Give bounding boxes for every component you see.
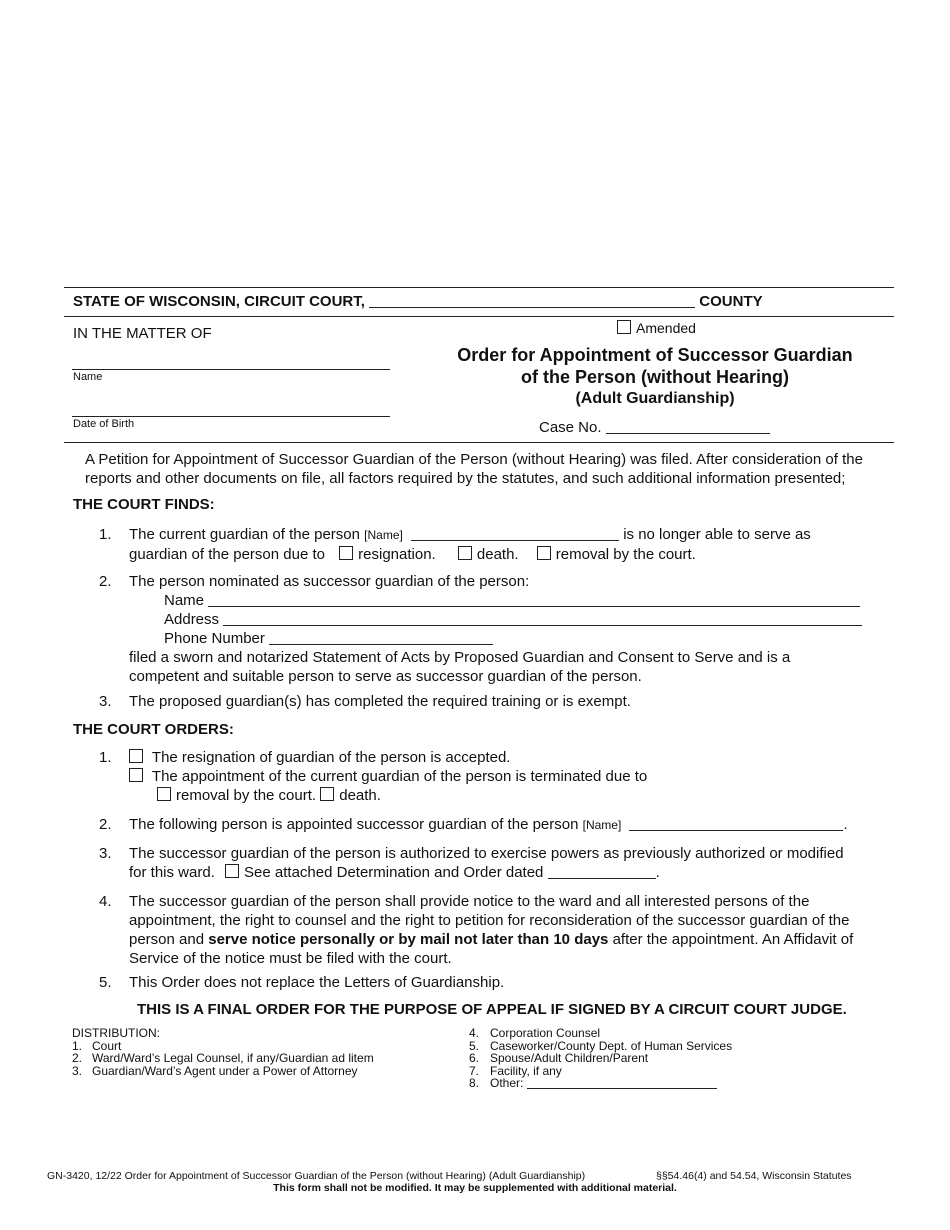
- dob-field[interactable]: [72, 416, 390, 417]
- finds-2-text-b: filed a sworn and notarized Statement of Acts by Proposed Guardian and Consent to Serve and is a: [129, 649, 791, 666]
- orders-2-period: .: [843, 816, 848, 833]
- orders-item-1-number: 1.: [99, 749, 112, 766]
- removal-option[interactable]: [537, 546, 696, 563]
- amended-checkbox[interactable]: [617, 320, 631, 334]
- nominee-name-field[interactable]: [208, 592, 860, 607]
- court-orders-heading: THE COURT ORDERS:: [73, 721, 234, 738]
- finds-item-1: [129, 525, 889, 564]
- death-option[interactable]: [458, 546, 519, 563]
- resignation-option[interactable]: [339, 546, 436, 563]
- dist-5-text: Caseworker/County Dept. of Human Services: [490, 1038, 733, 1053]
- finds-1-text-a: The current guardian of the person: [129, 526, 360, 543]
- name-label: Name: [73, 371, 103, 383]
- orders-4-text-b: appointment, the right to counsel and the right to petition for reconsideration of the successor guardian of the: [129, 912, 850, 929]
- distribution-heading: DISTRIBUTION:: [72, 1026, 161, 1040]
- resignation-accepted-option[interactable]: [129, 748, 647, 767]
- dist-8-num: 8.: [469, 1076, 480, 1090]
- amended-label: Amended: [636, 320, 696, 336]
- resignation-label: resignation.: [358, 546, 436, 563]
- case-no-field[interactable]: [606, 419, 770, 434]
- orders-item-3-number: 3.: [99, 845, 112, 862]
- finds-3-text: The proposed guardian(s) has completed the required training or is exempt.: [129, 693, 631, 710]
- orders-item-4-number: 4.: [99, 893, 112, 910]
- title-line-3: (Adult Guardianship): [575, 390, 735, 407]
- orders-item-2-number: 2.: [99, 816, 112, 833]
- final-order-statement: THIS IS A FINAL ORDER FOR THE PURPOSE OF APPEAL IF SIGNED BY A CIRCUIT COURT JUDGE.: [137, 1001, 847, 1018]
- terminated-death-label: death.: [339, 787, 381, 804]
- name-field[interactable]: [72, 369, 390, 370]
- death-label: death.: [476, 546, 519, 563]
- orders-3-text-b: for this ward.: [129, 864, 215, 881]
- orders-4-text-c1: person and: [129, 931, 205, 948]
- orders-3-text-a: The successor guardian of the person is authorized to exercise powers as previously authorized or modified: [129, 845, 844, 862]
- dist-3-text: Guardian/Ward’s Agent under a Power of Attorney: [92, 1063, 358, 1078]
- see-attached-label: See attached Determination and Order dated: [244, 864, 544, 881]
- terminated-death-option[interactable]: [320, 787, 381, 804]
- finds-item-2-number: 2.: [99, 573, 112, 590]
- terminated-removal-label: removal by the court.: [176, 787, 317, 804]
- nominee-phone-field[interactable]: [269, 630, 493, 645]
- intro-line-2: reports and other documents on file, all factors required by the statutes, and such additional information presented;: [85, 470, 846, 487]
- top-rule: [64, 287, 894, 288]
- finds-1-text-c: guardian of the person due to: [129, 546, 325, 563]
- dist-1-text: Court: [92, 1038, 122, 1053]
- nominee-name-label: Name: [164, 592, 205, 609]
- orders-2-text: The following person is appointed successor guardian of the person: [129, 816, 579, 833]
- removal-label: removal by the court.: [555, 546, 696, 563]
- dist-2-text: Ward/Ward’s Legal Counsel, if any/Guardian ad litem: [92, 1051, 374, 1065]
- form-title: [420, 344, 890, 410]
- death-checkbox[interactable]: [458, 546, 472, 560]
- dist-8-text: Other:: [490, 1076, 524, 1090]
- orders-4-text-a: The successor guardian of the person shall provide notice to the ward and all interested persons of the: [129, 893, 810, 910]
- court-finds-heading: THE COURT FINDS:: [73, 496, 215, 513]
- title-line-2: of the Person (without Hearing): [521, 367, 789, 387]
- finds-2-text-a: The person nominated as successor guardian of the person:: [129, 573, 530, 590]
- nominee-address-field[interactable]: [223, 611, 862, 626]
- dist-1-num: 1.: [72, 1038, 83, 1053]
- distribution-left: [72, 1027, 374, 1077]
- nominee-phone-label: Phone Number: [164, 630, 265, 647]
- form-id: GN-3420, 12/22 Order for Appointment of Successor Guardian of the Person (without Hearing) (Adult Guardianship): [47, 1170, 586, 1182]
- matter-of-label: IN THE MATTER OF: [73, 325, 212, 342]
- finds-item-1-number: 1.: [99, 526, 112, 543]
- dist-5-num: 5.: [469, 1038, 480, 1053]
- terminated-removal-option[interactable]: [157, 787, 316, 804]
- finds-1-text-b: is no longer able to serve as: [623, 526, 811, 543]
- resignation-accepted-checkbox[interactable]: [129, 749, 143, 763]
- case-number: [539, 419, 770, 436]
- orders-4-text-d: Service of the notice must be filed with the court.: [129, 950, 452, 967]
- dist-6-text: Spouse/Adult Children/Parent: [490, 1051, 649, 1065]
- orders-item-2: [129, 815, 899, 835]
- dist-7-num: 7.: [469, 1063, 480, 1078]
- resignation-checkbox[interactable]: [339, 546, 353, 560]
- orders-item-3: [129, 844, 899, 882]
- header-rule: [64, 316, 894, 317]
- other-distribution-field[interactable]: [527, 1077, 717, 1089]
- orders-5-text: This Order does not replace the Letters of Guardianship.: [129, 974, 505, 991]
- case-no-label: Case No.: [539, 419, 602, 436]
- finds-2-text-c: competent and suitable person to serve as successor guardian of the person.: [129, 668, 642, 685]
- orders-4-deadline: serve notice personally or by mail not later than 10 days: [208, 931, 609, 948]
- see-attached-checkbox[interactable]: [225, 864, 239, 878]
- order-date-field[interactable]: [548, 864, 656, 879]
- orders-item-4: [129, 892, 919, 968]
- finds-1-name-tag: [Name]: [364, 528, 403, 542]
- terminated-removal-checkbox[interactable]: [157, 787, 171, 801]
- resignation-accepted-label: The resignation of guardian of the person is accepted.: [151, 749, 511, 766]
- dist-4-num: 4.: [469, 1026, 480, 1040]
- current-guardian-name-field[interactable]: [411, 526, 619, 541]
- county-field[interactable]: [369, 293, 695, 308]
- amended-option[interactable]: [617, 320, 696, 336]
- orders-2-name-tag: [Name]: [582, 818, 622, 832]
- dist-6-num: 6.: [469, 1051, 480, 1065]
- modification-notice: This form shall not be modified. It may be supplemented with additional material.: [273, 1182, 677, 1194]
- statutes-reference: §§54.46(4) and 54.54, Wisconsin Statutes: [656, 1170, 852, 1182]
- court-heading: [73, 293, 763, 310]
- finds-item-2: [129, 572, 889, 686]
- distribution-right: [469, 1027, 732, 1090]
- county-label: COUNTY: [699, 293, 763, 310]
- appointment-terminated-label: The appointment of the current guardian of the person is terminated due to: [151, 768, 648, 785]
- title-line-1: Order for Appointment of Successor Guardian: [457, 345, 853, 365]
- removal-checkbox[interactable]: [537, 546, 551, 560]
- intro-line-1: A Petition for Appointment of Successor Guardian of the Person (without Hearing) was filed. After consideration of the: [85, 451, 863, 468]
- appointment-terminated-checkbox[interactable]: [129, 768, 143, 782]
- dob-label: Date of Birth: [73, 418, 135, 430]
- state-court-label: STATE OF WISCONSIN, CIRCUIT COURT,: [73, 293, 365, 310]
- finds-item-3-number: 3.: [99, 693, 112, 710]
- dist-3-num: 3.: [72, 1063, 83, 1078]
- dist-4-text: Corporation Counsel: [490, 1026, 601, 1040]
- orders-item-1: [129, 748, 647, 805]
- dist-7-text: Facility, if any: [490, 1063, 562, 1078]
- orders-item-5-number: 5.: [99, 974, 112, 991]
- successor-name-field[interactable]: [629, 816, 843, 831]
- dist-2-num: 2.: [72, 1051, 83, 1065]
- intro-paragraph: [85, 450, 905, 488]
- appointment-terminated-option[interactable]: [129, 767, 647, 786]
- see-attached-option[interactable]: [225, 864, 543, 881]
- terminated-death-checkbox[interactable]: [320, 787, 334, 801]
- orders-4-text-c2: after the appointment. An Affidavit of: [612, 931, 854, 948]
- caption-rule: [64, 442, 894, 443]
- orders-3-period: .: [655, 864, 660, 881]
- nominee-address-label: Address: [164, 611, 220, 628]
